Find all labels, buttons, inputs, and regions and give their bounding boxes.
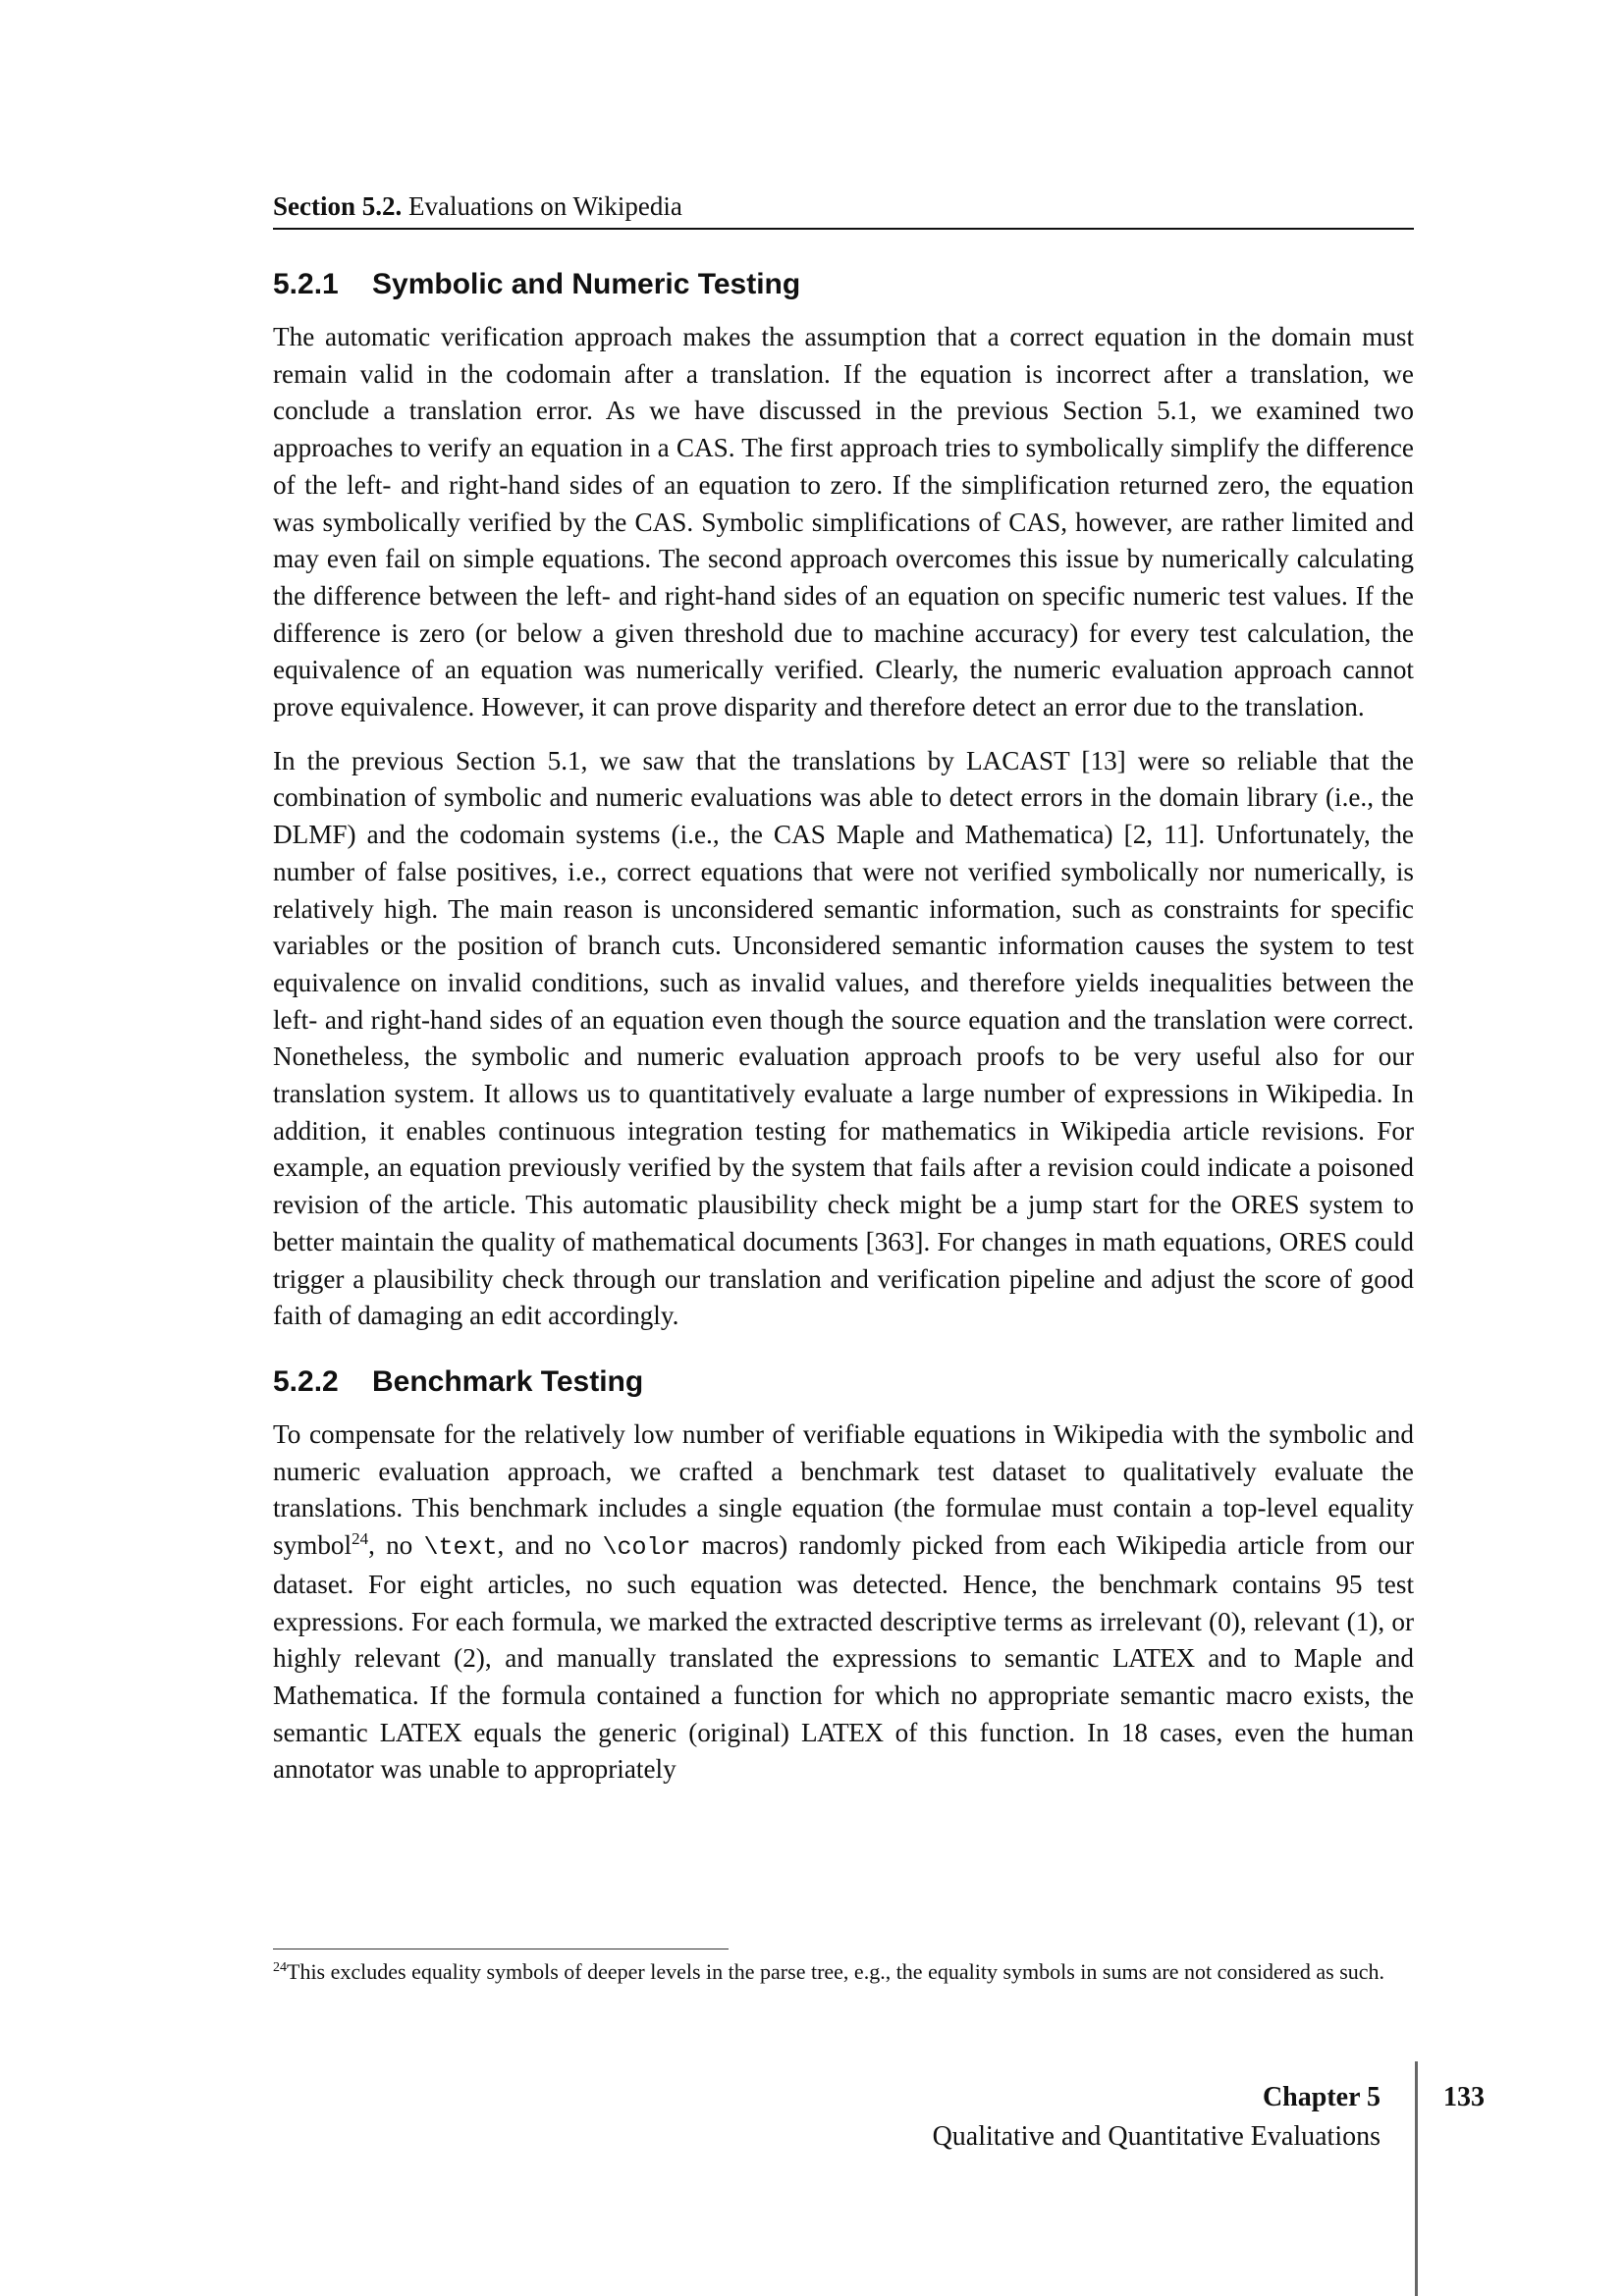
- text-span: , and no: [497, 1530, 603, 1561]
- footnote-ref: 24: [352, 1529, 369, 1549]
- text-span: macros) randomly picked from each Wikipedia article from our dataset. For eight articles, no such equation was detected. Hence, the benchmark contains 95 test expressions. For each formula, we marked the extracted descriptive terms as irrelevant (0), relevant (1), or highly relevant (2), and manually translated the expressions to semantic: [273, 1530, 1414, 1674]
- header-section-title: Evaluations on Wikipedia: [408, 191, 682, 221]
- header-section-label: Section 5.2.: [273, 191, 403, 221]
- text-span: To compensate for the relatively low number of verifiable equations in Wikipedia with the symbolic and numeric evaluation approach, we crafted a benchmark test dataset to qualitatively evaluate the translations. This benchmark includes a single equation (the formulae must contain a top-level equality symbol: [273, 1418, 1414, 1561]
- paragraph-benchmark: [273, 1416, 1414, 1789]
- subsection-title: Symbolic and Numeric Testing: [372, 268, 801, 300]
- subsection-number: 5.2.1: [273, 268, 339, 300]
- subsection-heading-5-2-2: [273, 1362, 1414, 1402]
- page-number: 133: [1443, 2082, 1485, 2112]
- subsection-heading-5-2-1: [273, 265, 1414, 304]
- latex-logo: LATEX: [379, 1717, 462, 1747]
- text-span: of this function. In 18 cases, even the human annotator was unable to appropriately: [273, 1717, 1414, 1785]
- code-color: \color: [602, 1533, 691, 1563]
- paragraph: The automatic verification approach makes the assumption that a correct equation in the domain must remain valid in the codomain after a translation. If the equation is incorrect after a translation, we conclude a translation error. As we have discussed in the previous Section 5.1, we examined two approaches to verify an equation in a CAS. The first approach tries to symbolically simplify the difference of the left- and right-hand sides of an equation to zero. If the simplification returned zero, the equation was symbolically verified by the CAS. Symbolic simplifications of CAS, however, are rather limited and may even fail on simple equations. The second approach overcomes this issue by numerically calculating the difference between the left- and right-hand sides of an equation on specific numeric test values. If the difference is zero (or below a given threshold due to machine accuracy) for every test calculation, the equivalence of an equation was numerically verified. Clearly, the numeric evaluation approach cannot prove equivalence. However, it can prove disparity and therefore detect an error due to the translation.: [273, 322, 1414, 722]
- latex-logo: LATEX: [1112, 1643, 1195, 1674]
- text-span: , no: [368, 1530, 424, 1561]
- footnote-number: 24: [273, 1960, 287, 1975]
- text-span: and to Maple and Mathematica. If the formula contained a function for which no appropriate semantic macro exists, the semantic: [273, 1643, 1414, 1747]
- subsection-number: 5.2.2: [273, 1364, 339, 1398]
- running-footer: [693, 2078, 1380, 2157]
- footnote-text: This excludes equality symbols of deeper levels in the parse tree, e.g., the equality symbols in sums are not considered as such.: [287, 1959, 1385, 1984]
- footnote: [273, 1956, 1414, 1987]
- running-header: [273, 187, 1414, 230]
- subsection-title: Benchmark Testing: [372, 1364, 644, 1398]
- text-span: equals the generic (original): [461, 1717, 801, 1747]
- code-text: \text: [423, 1533, 498, 1563]
- footer-chapter: Chapter 5: [1262, 2082, 1380, 2112]
- footer-chapter-title: Qualitative and Quantitative Evaluations: [932, 2121, 1380, 2152]
- paragraph: In the previous Section 5.1, we saw that the translations by LACAST [13] were so reliable that the combination of symbolic and numeric evaluations was able to detect errors in the domain library (i.e., the DLMF) and the codomain systems (i.e., the CAS Maple and Mathematica) [2, 11]. Unfortunately, the number of false positives, i.e., correct equations that were not verified symbolically nor numerically, is relatively high. The main reason is unconsidered semantic information, such as constraints for specific variables or the position of branch cuts. Unconsidered semantic information causes the system to test equivalence on invalid conditions, such as invalid values, and therefore yields inequalities between the left- and right-hand sides of an equation even though the source equation and the translation were correct. Nonetheless, the symbolic and numeric evaluation approach proofs to be very useful also for our translation system. It allows us to quantitatively evaluate a large number of expressions in Wikipedia. In addition, it enables continuous integration testing for mathematics in Wikipedia article revisions. For example, an equation previously verified by the system that fails after a revision could indicate a poisoned revision of the article. This automatic plausibility check might be a jump start for the ORES system to better maintain the quality of mathematical documents [363]. For changes in math equations, ORES could trigger a plausibility check through our translation and verification pipeline and adjust the score of good faith of damaging an edit accordingly.: [273, 745, 1414, 1331]
- latex-logo: LATEX: [800, 1717, 884, 1747]
- footer-vertical-rule: [1415, 2061, 1418, 2296]
- main-content: [273, 265, 1414, 1789]
